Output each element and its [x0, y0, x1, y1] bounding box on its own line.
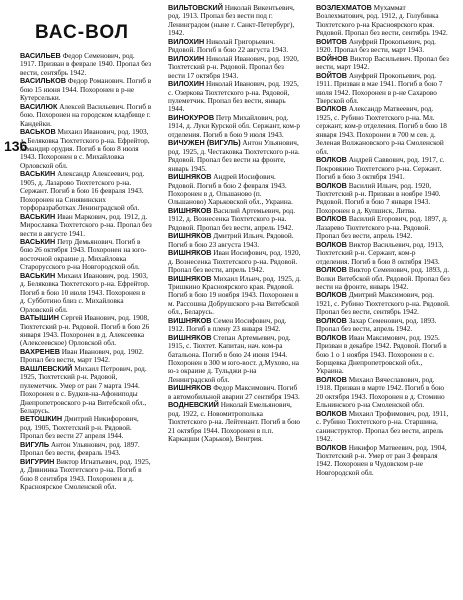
person-details: Дмитрий Ильич. Рядовой. Погиб в бою 23 августа 1943.	[168, 232, 294, 249]
person-details: Антон Ульянович, род. 1925, д. Честаковка Тюхтетского р-на. Рядовой. Пропал без вести на фронте, январь 1945.	[168, 139, 300, 173]
column-3	[316, 4, 450, 477]
person-surname: ВИШНЯКОВ	[168, 332, 212, 342]
person-entry	[168, 384, 301, 401]
person-details: Василий Артемьевич, род. 1912, д. Вознесенка Тюхтетского р-на. Рядовой. Пропал без вести, апрель 1942.	[168, 206, 296, 232]
person-surname: ВАШЛЕВСКИЙ	[20, 363, 73, 373]
person-entry	[316, 105, 450, 156]
person-surname: ВИЛЬТОВСКИЙ	[168, 3, 223, 12]
person-details: Ануфрий Прокопьевич, род. 1911. Призван в мае 1941. Погиб в бою 7 июля 1942. Похоронен в р-не Сахарово Тверской обл.	[316, 71, 443, 105]
person-surname: ВИШНЯКОВ	[168, 231, 212, 241]
person-details: Андрей Иосифович. Рядовой. Погиб в бою 2 февраля 1943. Похоронен в д. Ольшаново (п. Ольшаново) Харьковской обл., Украина.	[168, 173, 293, 207]
person-surname: ВИНОКУРОВ	[168, 112, 215, 122]
person-entry	[316, 241, 450, 266]
person-details: Антон Ульянович, род. 1897. Пропал без вести, февраль 1943.	[20, 440, 140, 458]
person-surname: ВИЛОХИН	[168, 53, 205, 63]
person-details: Михаил Иванович, род. 1903, д. Беляковка Тюхтетского р-на. Ефрейтор, командир орудия. Погиб в бою 8 июля 1943. Похоронен в с. Михайловка Орловской обл.	[20, 128, 150, 170]
person-details: Михаил Вячеславович, род. 1918. Призван в марте 1942. Погиб в бою 20 октября 1943. Похоронен в д. Стомино Ельнинского р-на Смоленской обл.	[316, 375, 445, 410]
person-details: Ануфрий Прокопьевич, род. 1920. Пропал без вести, март 1943.	[316, 37, 437, 55]
person-entry	[168, 173, 301, 207]
person-entry	[20, 441, 152, 458]
person-surname: ВОЛКОВ	[316, 214, 347, 224]
person-surname: ВОДНЕВСКИЙ	[168, 400, 219, 410]
person-surname: ВОЛКОВ	[316, 104, 347, 114]
person-surname: ВОЛКОВ	[316, 239, 347, 249]
person-surname: ВОЛКОВ	[316, 315, 347, 325]
person-details: Федор Романович. Погиб в бою 15 июня 1944. Похоронен в р-не Кутерсельки.	[20, 77, 152, 103]
person-surname: ВОЙНОВ	[316, 53, 349, 63]
person-entry	[168, 275, 301, 317]
person-entry	[168, 317, 301, 334]
person-entry	[316, 182, 450, 216]
person-details: Семен Иосифович, род. 1912. Погиб в плену 23 января 1942.	[168, 316, 287, 334]
person-entry	[168, 114, 301, 139]
person-entry	[316, 55, 450, 72]
person-entry	[168, 207, 301, 232]
person-entry	[316, 317, 450, 334]
person-entry	[168, 4, 301, 38]
person-details: Петр Демьянович. Погиб в бою 26 октября 1943. Похоронен на юго-восточной окраине д. Михайловка Старорусского р-на Новгородской обл.	[20, 237, 147, 272]
person-surname: ВИЛОХИН	[168, 36, 205, 46]
person-entry	[20, 365, 152, 416]
person-entry	[20, 170, 152, 212]
person-entry	[20, 128, 152, 170]
person-entry	[168, 334, 301, 385]
person-entry	[168, 38, 301, 55]
person-surname: ВАСЬКОВ	[20, 127, 56, 137]
column-2	[168, 4, 301, 444]
person-details: Николай Иванович, род. 1920, Тюхтетский р-н. Рядовой. Пропал без вести 17 октября 1943.	[168, 54, 299, 80]
person-details: Иван Иосифович, род. 1920, д. Вознесенка Тюхтетского р-на. Рядовой. Пропал без вести, апрель 1942.	[168, 249, 301, 275]
person-details: Николай Григорьевич. Рядовой. Погиб в бою 22 августа 1943.	[168, 37, 289, 55]
person-details: Виктор Васильевич, род. 1913, Тюхтетский р-н. Сержант, ком-р отделения. Погиб в бою 8 октября 1943.	[316, 240, 444, 266]
person-surname: ВАСЬКИН	[20, 236, 56, 246]
person-entry	[20, 52, 152, 77]
person-surname: ВАХРЕНЕВ	[20, 346, 60, 356]
person-entry	[316, 38, 450, 55]
person-surname: ВИШНЯКОВ	[168, 172, 212, 182]
person-surname: ВАСЬКИН	[20, 169, 56, 179]
person-details: Андрей Саввович, род. 1917, с. Покровкино Тюхтетского р-на. Сержант. Погиб в бою 3 октября 1941.	[316, 156, 445, 182]
person-surname: ВИШНЯКОВ	[168, 273, 212, 283]
person-entry	[20, 238, 152, 272]
person-surname: ВОЛКОВ	[316, 265, 347, 275]
person-surname: ВИЧУЖЕН (ВИГУЛЬ)	[168, 138, 241, 148]
person-details: Николай Викентьевич, род. 1913. Пропал без вести под г. Ленинградом (ныне г. Санкт-Петербург), 1942.	[168, 4, 295, 38]
page-title: ВАС-ВОЛ	[35, 22, 129, 43]
page-number: 136	[4, 138, 28, 154]
column-1	[20, 52, 152, 492]
person-entry	[168, 232, 301, 249]
person-entry	[316, 266, 450, 291]
person-entry	[20, 348, 152, 365]
person-details: Мухаммат Возлехматович, род. 1912, д. Голубинка Тюхтетского р-на Красноярского края. Рядовой. Пропал без вести, сентябрь 1942.	[316, 4, 448, 38]
person-details: Петр Михайлович, род. 1914, д. Луки Курской обл. Сержант, ком-р отделения. Погиб в бою 9 июля 1943.	[168, 113, 301, 139]
person-details: Степан Артемьевич, род. 1915, с. Тюхтет. Капитан, нач. ком-ра батальона. Погиб в бою 24 июня 1944. Похоронен в 300 м юго-вост. д.Мухово, на ю-з окраине д. Тульджи р-на Ленинградской обл.	[168, 333, 299, 384]
person-surname: ВИГУЛЬ	[20, 439, 50, 449]
person-entry	[316, 156, 450, 181]
person-details: Сергей Иванович, род. 1908, Тюхтетский р-н. Рядовой. Погиб в бою 26 января 1943. Похоронен в д. Алексеевка (Алексеевское) Орловской обл.	[20, 314, 150, 348]
person-details: Виктор Игнатьевич, род. 1925, д. Дивнинка Тюхтетского р-на. Погиб в бою 8 сентября 1943. Похоронен в д. Красноярское Смоленской обл.	[20, 457, 151, 492]
person-details: Михаил Ильич, род. 1925, д. Тришкино Красноярского края. Рядовой. Погиб в бою 19 ноября 1943. Похоронен в м. Рассошна Добрушского р-на Витебской обл., Беларусь.	[168, 274, 301, 317]
person-surname: ВИЛОХИН	[168, 79, 205, 89]
person-details: Михаил Трофимович, род. 1911, с. Рубино Тюхтетского р-на. Старшина, санинструктор. Пропал без вести, апрель 1942.	[316, 409, 449, 444]
person-entry	[20, 458, 152, 492]
person-entry	[316, 376, 450, 410]
person-entry	[20, 77, 152, 102]
person-details: Михаил Петрович, род. 1925, Тюхтетский р-н. Рядовой, пулеметчик. Умер от ран 7 марта 1944. Похоронен в с. Будков-на-Афониподы Днепропетровского р-на Витебской обл., Беларусь.	[20, 364, 147, 416]
person-entry	[316, 4, 450, 38]
person-surname: ВАСИЛЬКОВ	[20, 76, 66, 86]
person-details: Александр Матвеевич, род. 1925, с. Рубино Тюхтетского р-на. Мл. сержант, ком-р отделения. Погиб в бою 18 января 1943. Похоронен в 700 м сев. д. Зеленая Волжановского р-на Смоленской обл.	[316, 105, 447, 156]
person-surname: ВИШНЯКОВ	[168, 248, 212, 258]
person-entry	[316, 410, 450, 444]
person-details: Никифор Матвеевич, род. 1904, Тюхтетский р-н. Умер от ран 3 февраля 1942. Похоронен в Чудовском р-не Новгородской обл.	[316, 443, 447, 477]
person-details: Иван Маркович, род. 1912, д. Мирославка Тюхтетского р-на. Пропал без вести в августе 1941.	[20, 212, 152, 238]
person-details: Иван Максимович, род. 1925. Призван в декабре 1942. Рядовой. Погиб в бою 1 о 1 ноября 1943. Похоронен в с. Борщевка Днепропетровской обл., Украина.	[316, 333, 447, 376]
person-details: Виктор Васильевич. Пропал без вести, март 1942.	[316, 54, 449, 72]
person-entry	[316, 444, 450, 478]
person-surname: ВИШНЯКОВ	[168, 205, 212, 215]
person-details: Дмитрий Максимович, род. 1921, с. Рубино Тюхтетского р-на. Рядовой. Пропал без вести, сентябрь 1942.	[316, 291, 450, 317]
person-surname: ВИГУРИН	[20, 456, 55, 466]
person-entry	[316, 215, 450, 240]
person-entry	[20, 213, 152, 238]
person-details: Дмитрий Никифорович, род. 1905, Тюхтетский р-н. Рядовой. Пропал без вести 27 апреля 1944.	[20, 415, 139, 441]
person-surname: ВОИТОВ	[316, 36, 348, 46]
person-details: Александр Алексеевич, род. 1905, д. Лазарово Тюхтетского р-на. Сержант. Погиб в бою 16 февраля 1943. Похоронен на Синявинских торфоразработках Ленинградской обл.	[20, 170, 145, 213]
person-entry	[168, 249, 301, 274]
person-surname: ВОЛКОВ	[316, 332, 347, 342]
person-surname: ВОЛКОВ	[316, 290, 347, 300]
person-entry	[20, 103, 152, 128]
person-details: Алексей Васильевич. Погиб в бою. Похоронен на городском кладбище г. Кандейки.	[20, 102, 152, 128]
person-surname: ВАСЬКИН	[20, 270, 56, 280]
person-details: Василий Ильич, род. 1920, Тюхтетский р-н. Призван в ноябре 1940. Рядовой. Погиб в бою 7 января 1943. Похоронен в д. Купшиск, Литва.	[316, 181, 441, 215]
person-entry	[316, 291, 450, 316]
person-details: Виктор Семенович, род. 1893, д. Волки Витебской обл. Рядовой. Пропал без вести на фронте, январь 1942.	[316, 266, 450, 291]
person-surname: ВОЛКОВ	[316, 155, 347, 165]
person-surname: ВИШНЯКОВ	[168, 383, 212, 393]
person-entry	[20, 415, 152, 440]
person-surname: ВАСИЛЬЕВ	[20, 51, 61, 60]
person-details: Федор Семенович, род. 1917. Призван в феврале 1940. Пропал без вести, сентябрь 1942.	[20, 52, 152, 77]
person-details: Федор Максимович. Погиб в автомобильной аварии 27 сентября 1943.	[168, 384, 300, 401]
person-entry	[168, 55, 301, 80]
person-entry	[316, 334, 450, 376]
person-surname: ВОЛКОВ	[316, 180, 347, 190]
person-surname: ВОЙТОВ	[316, 70, 348, 80]
person-surname: ВАТЫШИН	[20, 313, 60, 323]
person-entry	[168, 139, 301, 173]
person-details: Захар Семенович, род. 1893. Пропал без вести, апрель 1942.	[316, 316, 437, 334]
person-entry	[316, 72, 450, 106]
person-surname: ВИШНЯКОВ	[168, 315, 212, 325]
person-details: Михаил Иванович, род. 1903, д. Беляковка Тюхтетского р-на. Ефрейтор. Погиб в бою 10 июля 1943. Похоронен в д. Субботино близ с. Михайловка Орловской обл.	[20, 271, 150, 314]
person-details: Николай Емельянович, род. 1922, с. Новомитрополька Тюхтетского р-на. Лейтенант. Погиб в бою 21 октября 1944. Похоронен в п.п. Каркацши (Харьков), Венгрия.	[168, 401, 301, 444]
person-surname: ВОЗЛЕХМАТОВ	[316, 3, 372, 12]
person-details: Василий Егорович, род. 1897, д. Лазарево Тюхтетского р-на. Рядовой. Пропал без вести, апрель 1942.	[316, 215, 448, 241]
person-surname: ВОЛКОВ	[316, 408, 347, 418]
person-details: Иван Иванович, род. 1902. Пропал без вести, март 1942.	[20, 347, 144, 365]
person-entry	[20, 314, 152, 348]
person-surname: ВОЛКОВ	[316, 442, 347, 452]
person-surname: ВЕТОШКИН	[20, 414, 63, 424]
person-surname: ВАСЬКИН	[20, 211, 56, 221]
person-surname: ВАСИЛЮК	[20, 101, 58, 111]
person-entry	[168, 80, 301, 114]
person-details: Николай Иванович, род. 1925, с. Озеркова Тюхтетского р-на. Рядовой, пулеметчик. Пропал без вести, январь 1944.	[168, 80, 299, 114]
person-entry	[20, 272, 152, 314]
person-entry	[168, 401, 301, 443]
person-surname: ВОЛКОВ	[316, 374, 347, 384]
